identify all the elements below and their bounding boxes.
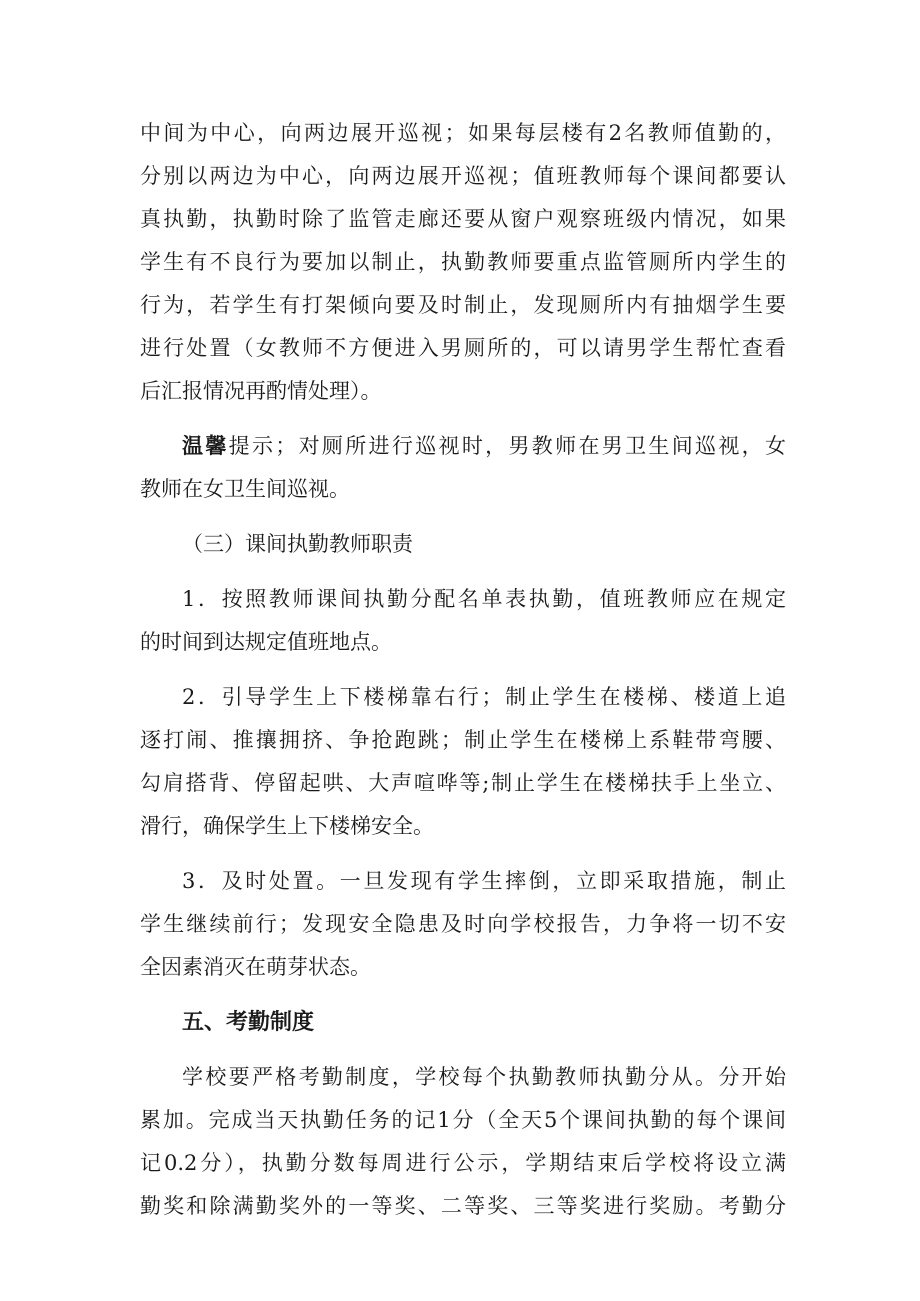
- text-line: 学校要严格考勤制度，学校每个执勤教师执勤分从。分开始: [182, 1065, 786, 1089]
- list-item: [140, 676, 786, 848]
- text-line: 学生有不良行为要加以制止，执勤教师要重点监管厕所内学生的: [140, 250, 786, 274]
- text-line: 2．引导学生上下楼梯靠右行；制止学生在楼梯、楼道上追: [182, 685, 786, 709]
- tip-text: 提示；对厕所进行巡视时，男教师在男卫生间巡视，女: [228, 434, 786, 458]
- text-line: 记0.2分），执勤分数每周进行公示，学期结束后学校将设立满: [140, 1151, 786, 1175]
- text-line: 3．及时处置。一旦发现有学生摔倒，立即采取措施，制止: [182, 869, 786, 893]
- section-heading: 五、考勤制度: [182, 1010, 315, 1035]
- text-line: 行为，若学生有打架倾向要及时制止，发现厕所内有抽烟学生要: [140, 293, 786, 317]
- text-line: 的时间到达规定值班地点。: [140, 630, 392, 654]
- text-line: 中间为中心，向两边展开巡视；如果每层楼有2名教师值勤的，: [140, 121, 786, 145]
- paragraph-attendance: [140, 1056, 786, 1228]
- tip-line: [140, 425, 786, 468]
- text-line: 学生继续前行；发现安全隐患及时向学校报告，力争将一切不安: [140, 912, 786, 936]
- text-line: 进行处置（女教师不方便进入男厕所的，可以请男学生帮忙查看: [140, 336, 786, 360]
- text-line: 1．按照教师课间执勤分配名单表执勤，值班教师应在规定: [182, 587, 786, 611]
- text-line: 分别以两边为中心，向两边展开巡视；值班教师每个课间都要认: [140, 164, 786, 188]
- text-line: 全因素消灭在萌芽状态。: [140, 955, 371, 979]
- text-line: 教师在女卫生间巡视。: [140, 477, 350, 501]
- text-line: 累加。完成当天执勤任务的记1分（全天5个课间执勤的每个课间: [140, 1108, 786, 1132]
- paragraph-patrol-rules: [140, 112, 786, 413]
- document-body: [140, 112, 786, 1228]
- text-line: 滑行，确保学生上下楼梯安全。: [140, 814, 434, 838]
- paragraph-tip: [140, 425, 786, 511]
- tip-label: 温馨: [182, 434, 229, 458]
- text-line: 逐打闹、推攘拥挤、争抢跑跳；制止学生在楼梯上系鞋带弯腰、: [140, 728, 786, 752]
- text-line: 勤奖和除满勤奖外的一等奖、二等奖、三等奖进行奖励。考勤分: [140, 1194, 786, 1218]
- text-line: 真执勤，执勤时除了监管走廊还要从窗户观察班级内情况，如果: [140, 207, 786, 231]
- section-heading: （三）课间执勤教师职责: [182, 532, 413, 556]
- list-item: [140, 860, 786, 989]
- text-line: 后汇报情况再酌情处理）。: [140, 379, 382, 403]
- text-line: 勾肩搭背、停留起哄、大声喧哗等;制止学生在楼梯扶手上坐立、: [140, 771, 786, 795]
- list-item: [140, 578, 786, 664]
